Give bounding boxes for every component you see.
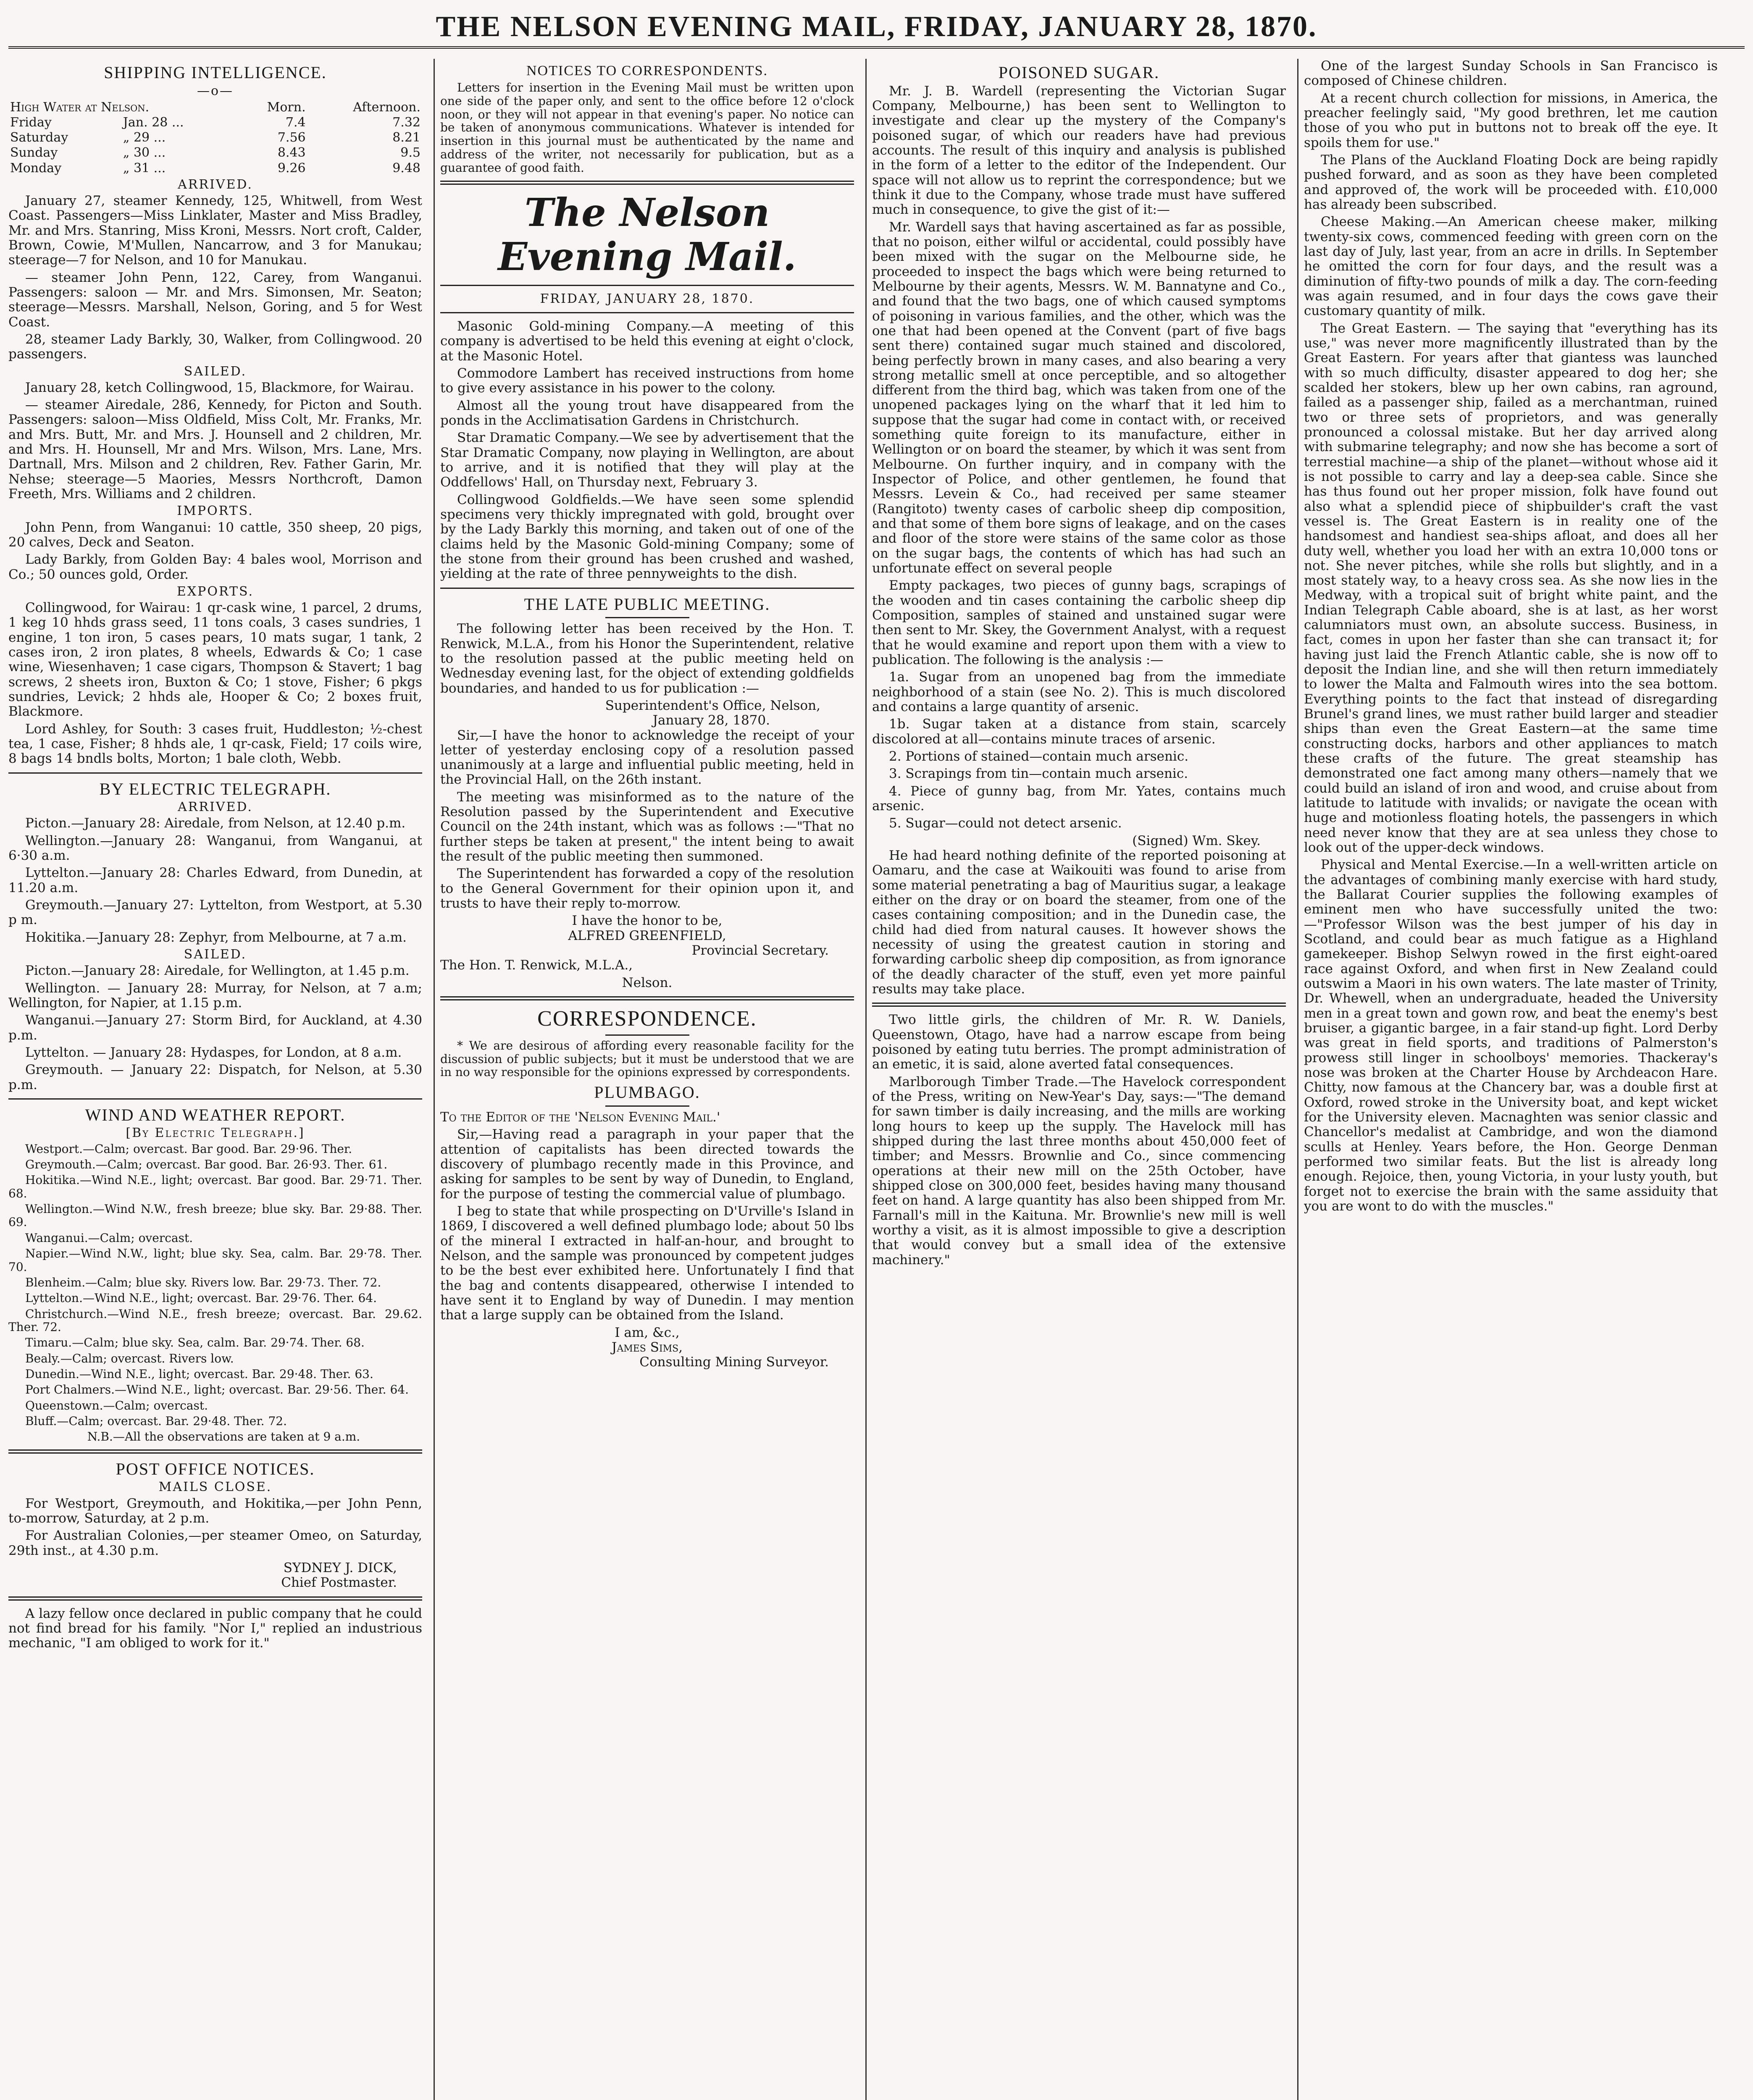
- section-rule: [872, 1003, 1286, 1007]
- meeting-signer: ALFRED GREENFIELD,: [568, 928, 726, 943]
- exports-heading: EXPORTS.: [176, 584, 254, 599]
- imports-heading: IMPORTS.: [177, 504, 254, 519]
- tide-cell: Monday: [10, 160, 62, 176]
- paper-title: The Nelson Evening Mail.: [498, 190, 796, 279]
- tide-cell: 9.5: [400, 145, 421, 160]
- weather-item: Wanganui.—Calm; overcast.: [25, 1231, 193, 1245]
- divider: [605, 1034, 689, 1036]
- telegraph-item: Wellington.—January 28: Wanganui, from Wanganui, at 6·30 a.m.: [8, 833, 422, 864]
- analyst-signature: (Signed) Wm. Skey.: [1132, 833, 1261, 848]
- dateline: FRIDAY, JANUARY 28, 1870.: [540, 291, 754, 306]
- post-office-item: For Australian Colonies,—per steamer Omeo, on Saturday, 29th inst., at 4.30 p.m.: [8, 1528, 422, 1558]
- weather-item: Timaru.—Calm; blue sky. Sea, calm. Bar. 29·74. Ther. 68.: [25, 1336, 365, 1350]
- weather-item: Napier.—Wind N.W., light; blue sky. Sea, calm. Bar. 29·78. Ther. 70.: [8, 1247, 422, 1274]
- divider: —o—: [197, 83, 234, 98]
- weather-subheading: [By Electric Telegraph.]: [126, 1126, 305, 1141]
- section-rule: [440, 285, 854, 286]
- news-paragraph: One of the largest Sunday Schools in San Francisco is composed of Chinese children.: [1304, 59, 1718, 89]
- article-paragraph: He had heard nothing definite of the reported poisoning at Oamaru, and the case at Waikouiti was found to arise from some material penetrating a bag of Mauritius sugar, a leakage either on the dray or on board the steamer, from one of the cases containing composition; and in the Dunedin case, the child had died from natural causes. It however shows the necessity of using the greatest caution in storing and forwarding carbolic sheep dip composition, as from ignorance of the deadly character of the stuff, even yet more painful results may take place.: [872, 848, 1286, 997]
- mails-close-heading: MAILS CLOSE.: [158, 1480, 272, 1495]
- tide-cell: 9.48: [392, 160, 421, 176]
- meeting-intro: The following letter has been received by the Hon. T. Renwick, M.L.A., from his Honor the Superintendent, relative to the resolution passed at the public meeting held on Wednesday evening last, for the object of extending goldfields boundaries, and handed to us for publication :—: [440, 621, 854, 696]
- meeting-paragraph: Sir,—I have the honor to acknowledge the receipt of your letter of yesterday enclosing copy of a resolution passed unanimously at a large and influential public meeting, held in the Provincial Hall, on the 26th instant.: [440, 727, 854, 788]
- news-paragraph: The Plans of the Auckland Floating Dock are being rapidly pushed forward, and as soon as they have been completed and approved of, the work will be proceeded with. £10,000 has already been subscribed.: [1304, 152, 1718, 212]
- telegraph-sailed-heading: SAILED.: [184, 947, 247, 962]
- shipping-heading: SHIPPING INTELLIGENCE.: [104, 63, 327, 82]
- post-office-heading: POST OFFICE NOTICES.: [116, 1459, 315, 1478]
- tide-cell: „ 30 ...: [123, 145, 166, 160]
- tide-cell: 7.56: [277, 130, 306, 145]
- shipping-item: Collingwood, for Wairau: 1 qr-cask wine, 1 parcel, 2 drums, 1 keg 10 hhds grass seed, 11 tons coals, 3 cases sundries, 1 engine, 1 ton iron, 5 cases pears, 10 mats sugar, 1 tank, 2 cases iron, 2 iron plates, 8 wheels, Edwards & Co; 1 case wine, Wiesenhaven; 1 case cigars, Thompson & Stavert; 1 bag screws, 2 sheets iron, Buxton & Co; 1 stove, Fisher; 6 pkgs sundries, Levick; 2 hhds ale, Hooper & Co; 2 boxes fruit, Blackmore.: [8, 600, 422, 719]
- local-paragraph: Almost all the young trout have disappeared from the ponds in the Acclimatisation Gardens in Christchurch.: [440, 398, 854, 428]
- tide-cell: Jan. 28 ...: [123, 115, 184, 130]
- telegraph-item: Lyttelton.—January 28: Charles Edward, from Dunedin, at 11.20 a.m.: [8, 865, 422, 895]
- tide-row: [8, 115, 422, 130]
- lazy-fellow-paragraph: A lazy fellow once declared in public company that he could not find bread for his family. "Nor I," replied an industrious mechanic, "I am obliged to work for it.": [8, 1606, 422, 1651]
- letter-paragraph: Sir,—Having read a paragraph in your paper that the attention of capitalists has been directed towards the discovery of plumbago recently made in this Province, and asking for samples to be sent by way of Dunedin, to England, for the purpose of testing the commercial value of plumbago.: [440, 1127, 854, 1202]
- news-paragraph: The Great Eastern. — The saying that "everything has its use," was never more magnificently illustrated than by the Great Eastern. For years after that giantess was launched with so much difficulty, disaster appeared to dog her; she scalded her stokers, blew up her own cabins, ran aground, failed as a passenger ship, failed as a merchantman, ruined two or three sets of proprietors, and was generally pronounced a colossal mistake. But her day arrived along with submarine telegraphy; and now she has become a sort of terrestial machine—a ship of the planet—without whose aid it is not possible to carry and lay a deep-sea cable. Since she has thus found out her proper mission, folk have found out also what a splendid piece of shipbuilder's craft the vast vessel is. The Great Eastern is in reality one of the handsomest and handiest sea-ships afloat, and does all her duty well, whether you load her with an extra 10,000 tons or not. She never pitches, while she rolls but slightly, and in a most stately way, to a heavy cross sea. As she now lies in the Medway, with a tropical suit of bright white paint, and the Indian Telegraph Cable aboard, she is at last, as her worst calumniators must own, an absolute success. Business, in fact, comes in upon her faster than she can transact it; for having just laid the French Atlantic cable, she is now off to deposit the Indian line, and she will then return immediately to lower the Malta and Falmouth wires into the sea bottom. Everything points to the fact that instead of disregarding Brunel's grand lines, we must rather build larger and steadier ships than even the Great Eastern—at the same time constructing docks, harbors and other appliances to match these crafts of the future. The great steamship has demonstrated one fact among many others—namely that we could build an island of iron and wood, and cruise about from latitude to latitude with invalids; or navigate the ocean with huge and motionless floating hotels, the passengers in which need never know that they are at sea unless they chose to look out of the upper-deck windows.: [1304, 320, 1718, 856]
- letter-signer: James Sims,: [611, 1339, 683, 1355]
- analysis-item: 4. Piece of gunny bag, from Mr. Yates, contains much arsenic.: [872, 783, 1286, 814]
- tide-cell: 8.21: [392, 130, 421, 145]
- shipping-item: January 28, ketch Collingwood, 15, Blackmore, for Wairau.: [25, 380, 414, 395]
- telegraph-item: Wanganui.—January 27: Storm Bird, for Auckland, at 4.30 p.m.: [8, 1013, 422, 1043]
- meeting-paragraph: The meeting was misinformed as to the nature of the Resolution passed by the Superintendent and Executive Council on the 24th instant, which was as follows :—"That no further steps be taken at present," the intent being to await the result of the public meeting then summoned.: [440, 789, 854, 864]
- weather-item: Lyttelton.—Wind N.E., light; overcast. Bar. 29·76. Ther. 64.: [25, 1291, 377, 1305]
- article-paragraph: Mr. Wardell says that having ascertained as far as possible, that no poison, either wilful or accidental, could possibly have been mixed with the sugar on the Melbourne side, he proceeded to inspect the bags which were being returned to Melbourne by their agents, Messrs. W. M. Bannatyne and Co., and found that the two bags, one of which caused symptoms of poisoning in various families, and the other, which was the one that had been opened at the Convent (part of five bags sent there) contained sugar much stained and discolored, being perfectly brown in many cases, and also bearing a very strong metallic smell at once perceptible, and so altogether different from the third bag, which was taken from one of the unopened packages lying on the wharf that it led him to suppose that the sugar had come in contact with, or received something quite foreign to its manufacture, either in Wellington or on board the steamer, by which it was sent from Melbourne. On further inquiry, and in company with the Inspector of Police, and other gentlemen, he found that Messrs. Levein & Co., had received per same steamer (Rangitoto) twenty cases of carbolic sheep dip composition, and that some of them bore signs of leakage, and on the cases and floor of the store were stains of the same color as those on the sugar bags, the contents of which has had such an unfortunate effect on several people: [872, 219, 1286, 576]
- weather-heading: WIND AND WEATHER REPORT.: [85, 1105, 346, 1124]
- shipping-item: — steamer John Penn, 122, Carey, from Wanganui. Passengers: saloon — Mr. and Mrs. Simonsen, Mr. Seaton; steerage—Messrs. Marshall, Nelson, Goring, and 5 for West Coast.: [8, 270, 422, 330]
- weather-item: Queenstown.—Calm; overcast.: [25, 1398, 208, 1412]
- arrived-heading: ARRIVED.: [178, 177, 253, 192]
- sailed-heading: SAILED.: [184, 364, 247, 379]
- tide-cell: 7.32: [392, 115, 421, 130]
- local-paragraph: Collingwood Goldfields.—We have seen some splendid specimens very thickly impregnated with gold, brought over by the Lady Barkly this morning, and taken out of one of the claims held by the Masonic Gold-mining Company; some of the stone from their ground has been crushed and washed, yielding at the rate of three pennyweights to the dish.: [440, 492, 854, 582]
- column-rule: [434, 59, 435, 2100]
- plumbago-heading: PLUMBAGO.: [594, 1083, 700, 1102]
- tide-header: High Water at Nelson.: [10, 100, 150, 115]
- postmaster-title: Chief Postmaster.: [281, 1575, 397, 1591]
- telegraph-item: Hokitika.—January 28: Zephyr, from Melbourne, at 7 a.m.: [25, 929, 407, 945]
- telegraph-item: Wellington. — January 28: Murray, for Nelson, at 7 a.m; Wellington, for Napier, at 1.15 p.m.: [8, 980, 422, 1011]
- news-paragraph: Cheese Making.—An American cheese maker, milking twenty-six cows, commenced feeding with green corn on the last day of July, last year, from an acre in drills. In September he omitted the corn for four days, and the result was a diminution of fifty-two pounds of milk a day. The corn-feeding was again resumed, and in four days the cows gave their customary quantity of milk.: [1304, 214, 1718, 319]
- shipping-item: John Penn, from Wanganui: 10 cattle, 350 sheep, 20 pigs, 20 calves, Deck and Seaton.: [8, 520, 422, 550]
- section-rule: [440, 996, 854, 1000]
- article-paragraph: Mr. J. B. Wardell (representing the Victorian Sugar Company, Melbourne,) has been sent to Wellington to investigate and clear up the mystery of the Company's poisoned sugar, of which our readers have had previous accounts. The result of this inquiry and analysis is published in the form of a letter to the editor of the Independent. Our space will not allow us to reprint the correspondence; but we think it due to the Company, whose trade must have suffered much in consequence, to give the gist of it:—: [872, 83, 1286, 218]
- tide-cell: 9.26: [277, 160, 306, 176]
- local-paragraph: Star Dramatic Company.—We see by advertisement that the Star Dramatic Company, now playing in Wellington, are about to arrive, and it is notified that they will play at the Oddfellows' Hall, on Thursday next, February 3.: [440, 430, 854, 490]
- tide-header-row: [8, 100, 422, 115]
- column-2: [440, 59, 854, 2100]
- tide-header: Afternoon.: [353, 100, 421, 115]
- weather-item: Bealy.—Calm; overcast. Rivers low.: [25, 1351, 234, 1365]
- weather-item: Greymouth.—Calm; overcast. Bar good. Bar. 26·93. Ther. 61.: [25, 1157, 388, 1171]
- meeting-close: I have the honor to be,: [572, 913, 723, 929]
- divider: [605, 617, 689, 618]
- letter-signer-title: Consulting Mining Surveyor.: [639, 1354, 829, 1370]
- weather-list: [8, 1142, 422, 1444]
- tide-row: [8, 161, 422, 176]
- notices-heading: NOTICES TO CORRESPONDENTS.: [526, 63, 768, 79]
- column-1: [8, 59, 422, 2100]
- tide-header: Morn.: [267, 100, 306, 115]
- column-rule: [865, 59, 867, 2100]
- weather-note: N.B.—All the observations are taken at 9 a.m.: [87, 1430, 360, 1444]
- correspondence-note: * We are desirous of affording every reasonable facility for the discussion of public subjects; but it must be understood that we are in no way responsible for the opinions expressed by correspondents.: [440, 1039, 854, 1079]
- correspondence-heading: CORRESPONDENCE.: [537, 1007, 757, 1031]
- analysis-item: 1a. Sugar from an unopened bag from the immediate neighborhood of a stain (see No. 2). This is much discolored and contains a large quantity of arsenic.: [872, 669, 1286, 715]
- section-rule: [440, 181, 854, 185]
- analysis-item: 2. Portions of stained—contain much arsenic.: [889, 749, 1189, 764]
- article-paragraph: Empty packages, two pieces of gunny bags, scrapings of the wooden and tin cases containing the carbolic sheep dip Composition, samples of stained and unstained sugar were then sent to Mr. Skey, the Government Analyst, with a request that he would examine and report upon them with a view to publication. The following is the analysis :—: [872, 578, 1286, 668]
- section-rule: [440, 588, 854, 589]
- weather-item: Christchurch.—Wind N.E., fresh breeze; overcast. Bar. 29.62. Ther. 72.: [8, 1307, 422, 1334]
- tide-table: [8, 100, 422, 176]
- shipping-item: Lady Barkly, from Golden Bay: 4 bales wool, Morrison and Co.; 50 ounces gold, Order.: [8, 552, 422, 582]
- section-rule: [8, 1449, 422, 1454]
- masthead-title: THE NELSON EVENING MAIL, FRIDAY, JANUARY 28, 1870.: [436, 10, 1317, 43]
- tide-cell: „ 29 ...: [123, 130, 166, 145]
- section-rule: [8, 1596, 422, 1601]
- telegraph-arrived-heading: ARRIVED.: [178, 800, 253, 815]
- weather-item: Port Chalmers.—Wind N.E., light; overcast. Bar. 29·56. Ther. 64.: [25, 1383, 409, 1397]
- meeting-paragraph: The Superintendent has forwarded a copy of the resolution to the General Government for their opinion upon it, and trusts to have their reply to-morrow.: [440, 866, 854, 911]
- letter-to: To the Editor of the 'Nelson Evening Mail.': [440, 1110, 720, 1125]
- shipping-item: Lord Ashley, for South: 3 cases fruit, Huddleston; ½-chest tea, 1 case, Fisher; 8 hhds ale, 1 qr-cask, Field; 17 coils wire, 8 bags 14 bndls bolts, Morton; 1 bale cloth, Webb.: [8, 721, 422, 766]
- column-rule: [1297, 59, 1298, 2100]
- letter-close: I am, &c.,: [615, 1325, 680, 1340]
- meeting-dateline: Superintendent's Office, Nelson,: [605, 698, 820, 713]
- analysis-item: 5. Sugar—could not detect arsenic.: [889, 816, 1122, 831]
- tide-cell: Sunday: [10, 145, 58, 160]
- tide-cell: 8.43: [277, 145, 306, 160]
- telegraph-item: Greymouth.—January 27: Lyttelton, from Westport, at 5.30 p m.: [8, 898, 422, 928]
- telegraph-item: Picton.—January 28: Airedale, for Wellington, at 1.45 p.m.: [25, 963, 410, 979]
- divider: [605, 1105, 689, 1107]
- weather-item: Dunedin.—Wind N.E., light; overcast. Bar. 29·48. Ther. 63.: [25, 1367, 373, 1381]
- weather-item: Bluff.—Calm; overcast. Bar. 29·48. Ther. 72.: [25, 1414, 287, 1428]
- news-paragraph: Physical and Mental Exercise.—In a well-written article on the advantages of combining manly exercise with hard study, the Ballarat Courier supplies the following examples of eminent men who have successfully united the two:—"Professor Wilson was the best jumper of his day in Scotland, and could bear as much fatigue as a Highland gamekeeper. Bishop Selwyn rowed in the first eight-oared race against Oxford, and when first in New Zealand could outswim a Maori in his own waters. The late master of Trinity, Dr. Whewell, when an undergraduate, headed the University men in a great town and gown row, and beat the enemy's best bruiser, a gigantic bargee, in a fair stand-up fight. Lord Derby was great in field sports, and traditions of Palmerston's prowess still linger in schoolboys' memories. Thackeray's nose was broken at the Charter House by Archdeacon Hare. Chitty, now famous at the Chancery bar, was a double first at Oxford, rowed stroke in the University boat, and kept wicket for the University eleven. Macnaghten was senior classic and Chancellor's medalist at Cambridge, and won the diamond sculls at Henley. Years before, the Hon. George Denman performed two similar feats. But the list is already long enough. Rejoice, then, young Victoria, in your lusty youth, but forget not to exercise the brain with the same assiduity that you are wont to do with the muscles.": [1304, 857, 1718, 1214]
- tide-row: [8, 130, 422, 145]
- tide-cell: 7.4: [285, 115, 306, 130]
- analysis-item: 3. Scrapings from tin—contain much arsenic.: [889, 766, 1188, 782]
- weather-item: Wellington.—Wind N.W., fresh breeze; blue sky. Bar. 29·88. Ther. 69.: [8, 1202, 422, 1229]
- local-paragraph: Masonic Gold-mining Company.—A meeting of this company is advertised to be held this evening at eight o'clock, at the Masonic Hotel.: [440, 319, 854, 364]
- news-paragraph: At a recent church collection for missions, in America, the preacher feelingly said, "My good brethren, let me caution those of you who put in buttons not to break off the eye. It spoils them for use.": [1304, 90, 1718, 150]
- local-paragraph: Commodore Lambert has received instructions from home to give every assistance in his power to the colony.: [440, 366, 854, 396]
- telegraph-heading: BY ELECTRIC TELEGRAPH.: [99, 779, 331, 798]
- section-rule: [8, 1098, 422, 1100]
- shipping-item: 28, steamer Lady Barkly, 30, Walker, from Collingwood. 20 passengers.: [8, 331, 422, 362]
- shipping-item: — steamer Airedale, 286, Kennedy, for Picton and South. Passengers: saloon—Miss Oldfield, Miss Colt, Mr. Franks, Mr. and Mrs. Butt, Mr. and Mrs. J. Hounsell and 2 children, Mr. and Mrs. H. Hounsell, Mr and Mrs. Wilson, Mrs. Lane, Mrs. Dartnall, Mrs. Milson and 2 children, Rev. Father Garin, Mr. Nehse; steerage—5 Maories, Messrs Northcroft, Damon Freeth, Mrs. Williams and 2 children.: [8, 397, 422, 501]
- shipping-item: January 27, steamer Kennedy, 125, Whitwell, from West Coast. Passengers—Miss Linklater, Master and Miss Bradley, Mr. and Mrs. Stanring, Miss Kroni, Messrs. Nort croft, Calder, Brown, Cowie, M'Mullen, Nancarrow, and 3 for Manukau; steerage—7 for Nelson, and 10 for Manukau.: [8, 193, 422, 268]
- post-office-item: For Westport, Greymouth, and Hokitika,—per John Penn, to-morrow, Saturday, at 2 p.m.: [8, 1496, 422, 1526]
- analysis-item: 1b. Sugar taken at a distance from stain, scarcely discolored at all—contains minute traces of arsenic.: [872, 717, 1286, 747]
- telegraph-item: Lyttelton. — January 28: Hydaspes, for London, at 8 a.m.: [25, 1045, 402, 1060]
- weather-item: Westport.—Calm; overcast. Bar good. Bar. 29·96. Ther.: [25, 1142, 352, 1156]
- meeting-signer-title: Provincial Secretary.: [691, 943, 829, 958]
- telegraph-item: Greymouth. — January 22: Dispatch, for Nelson, at 5.30 p.m.: [8, 1062, 422, 1092]
- poisoned-sugar-heading: POISONED SUGAR.: [998, 63, 1160, 82]
- news-paragraph: Marlborough Timber Trade.—The Havelock correspondent of the Press, writing on New-Year's Day, says:—"The demand for sawn timber is daily increasing, and the mills are working long hours to keep up the supply. The Havelock mill has shipped during the last three months about 450,000 feet of timber; and Messrs. Brownlie and Co., since commencing operations at their new mill on the 25th October, have shipped close on 300,000 feet, besides having many thousand feet on hand. A large quantity has also been shipped from Mr. Farnall's mill in the Kaituna. Mr. Brownlie's new mill is well worthy a visit, as it is almost impossible to give a description that would convey but a small idea of the extensive machinery.": [872, 1074, 1286, 1268]
- notices-body: Letters for insertion in the Evening Mail must be written upon one side of the paper only, and sent to the office before 12 o'clock noon, or they will not appear in that evening's paper. No notice can be taken of anonymous communications. Whatever is intended for insertion in this journal must be authenticated by the name and address of the writer, not necessarily for publication, but as a guarantee of good faith.: [440, 80, 854, 175]
- telegraph-item: Picton.—January 28: Airedale, from Nelson, at 12.40 p.m.: [25, 816, 406, 831]
- meeting-addressee: The Hon. T. Renwick, M.L.A.,: [440, 958, 633, 973]
- column-3: [872, 59, 1286, 2100]
- weather-item: Hokitika.—Wind N.E., light; overcast. Bar good. Bar. 29·71. Ther. 68.: [8, 1173, 422, 1200]
- section-rule: [8, 772, 422, 774]
- postmaster-name: SYDNEY J. DICK,: [283, 1560, 397, 1575]
- masthead: [8, 8, 1745, 49]
- tide-row: [8, 145, 422, 160]
- weather-item: Blenheim.—Calm; blue sky. Rivers low. Bar. 29·73. Ther. 72.: [25, 1275, 381, 1289]
- meeting-heading: THE LATE PUBLIC MEETING.: [524, 594, 770, 614]
- meeting-addressee-place: Nelson.: [622, 975, 673, 990]
- tide-cell: Friday: [10, 115, 52, 130]
- section-rule: [440, 312, 854, 313]
- column-4: [1304, 59, 1718, 2100]
- tide-cell: „ 31 ...: [123, 160, 166, 176]
- news-paragraph: Two little girls, the children of Mr. R. W. Daniels, Queenstown, Otago, have had a narrow escape from being poisoned by eating tutu berries. The prompt administration of an emetic, it is said, alone averted fatal consequences.: [872, 1012, 1286, 1072]
- tide-cell: Saturday: [10, 130, 68, 145]
- meeting-date: January 28, 1870.: [652, 713, 770, 728]
- letter-paragraph: I beg to state that while prospecting on D'Urville's Island in 1869, I discovered a well defined plumbago lode; about 50 lbs of the mineral I extracted in half-an-hour, and brought to Nelson, and the sample was pronounced by competent judges to be the best ever exhibited here. Unfortunately I find that the bag and contents disappeared, otherwise I intended to have sent it to England by way of Dunedin. I may mention that a large supply can be obtained from the Island.: [440, 1203, 854, 1323]
